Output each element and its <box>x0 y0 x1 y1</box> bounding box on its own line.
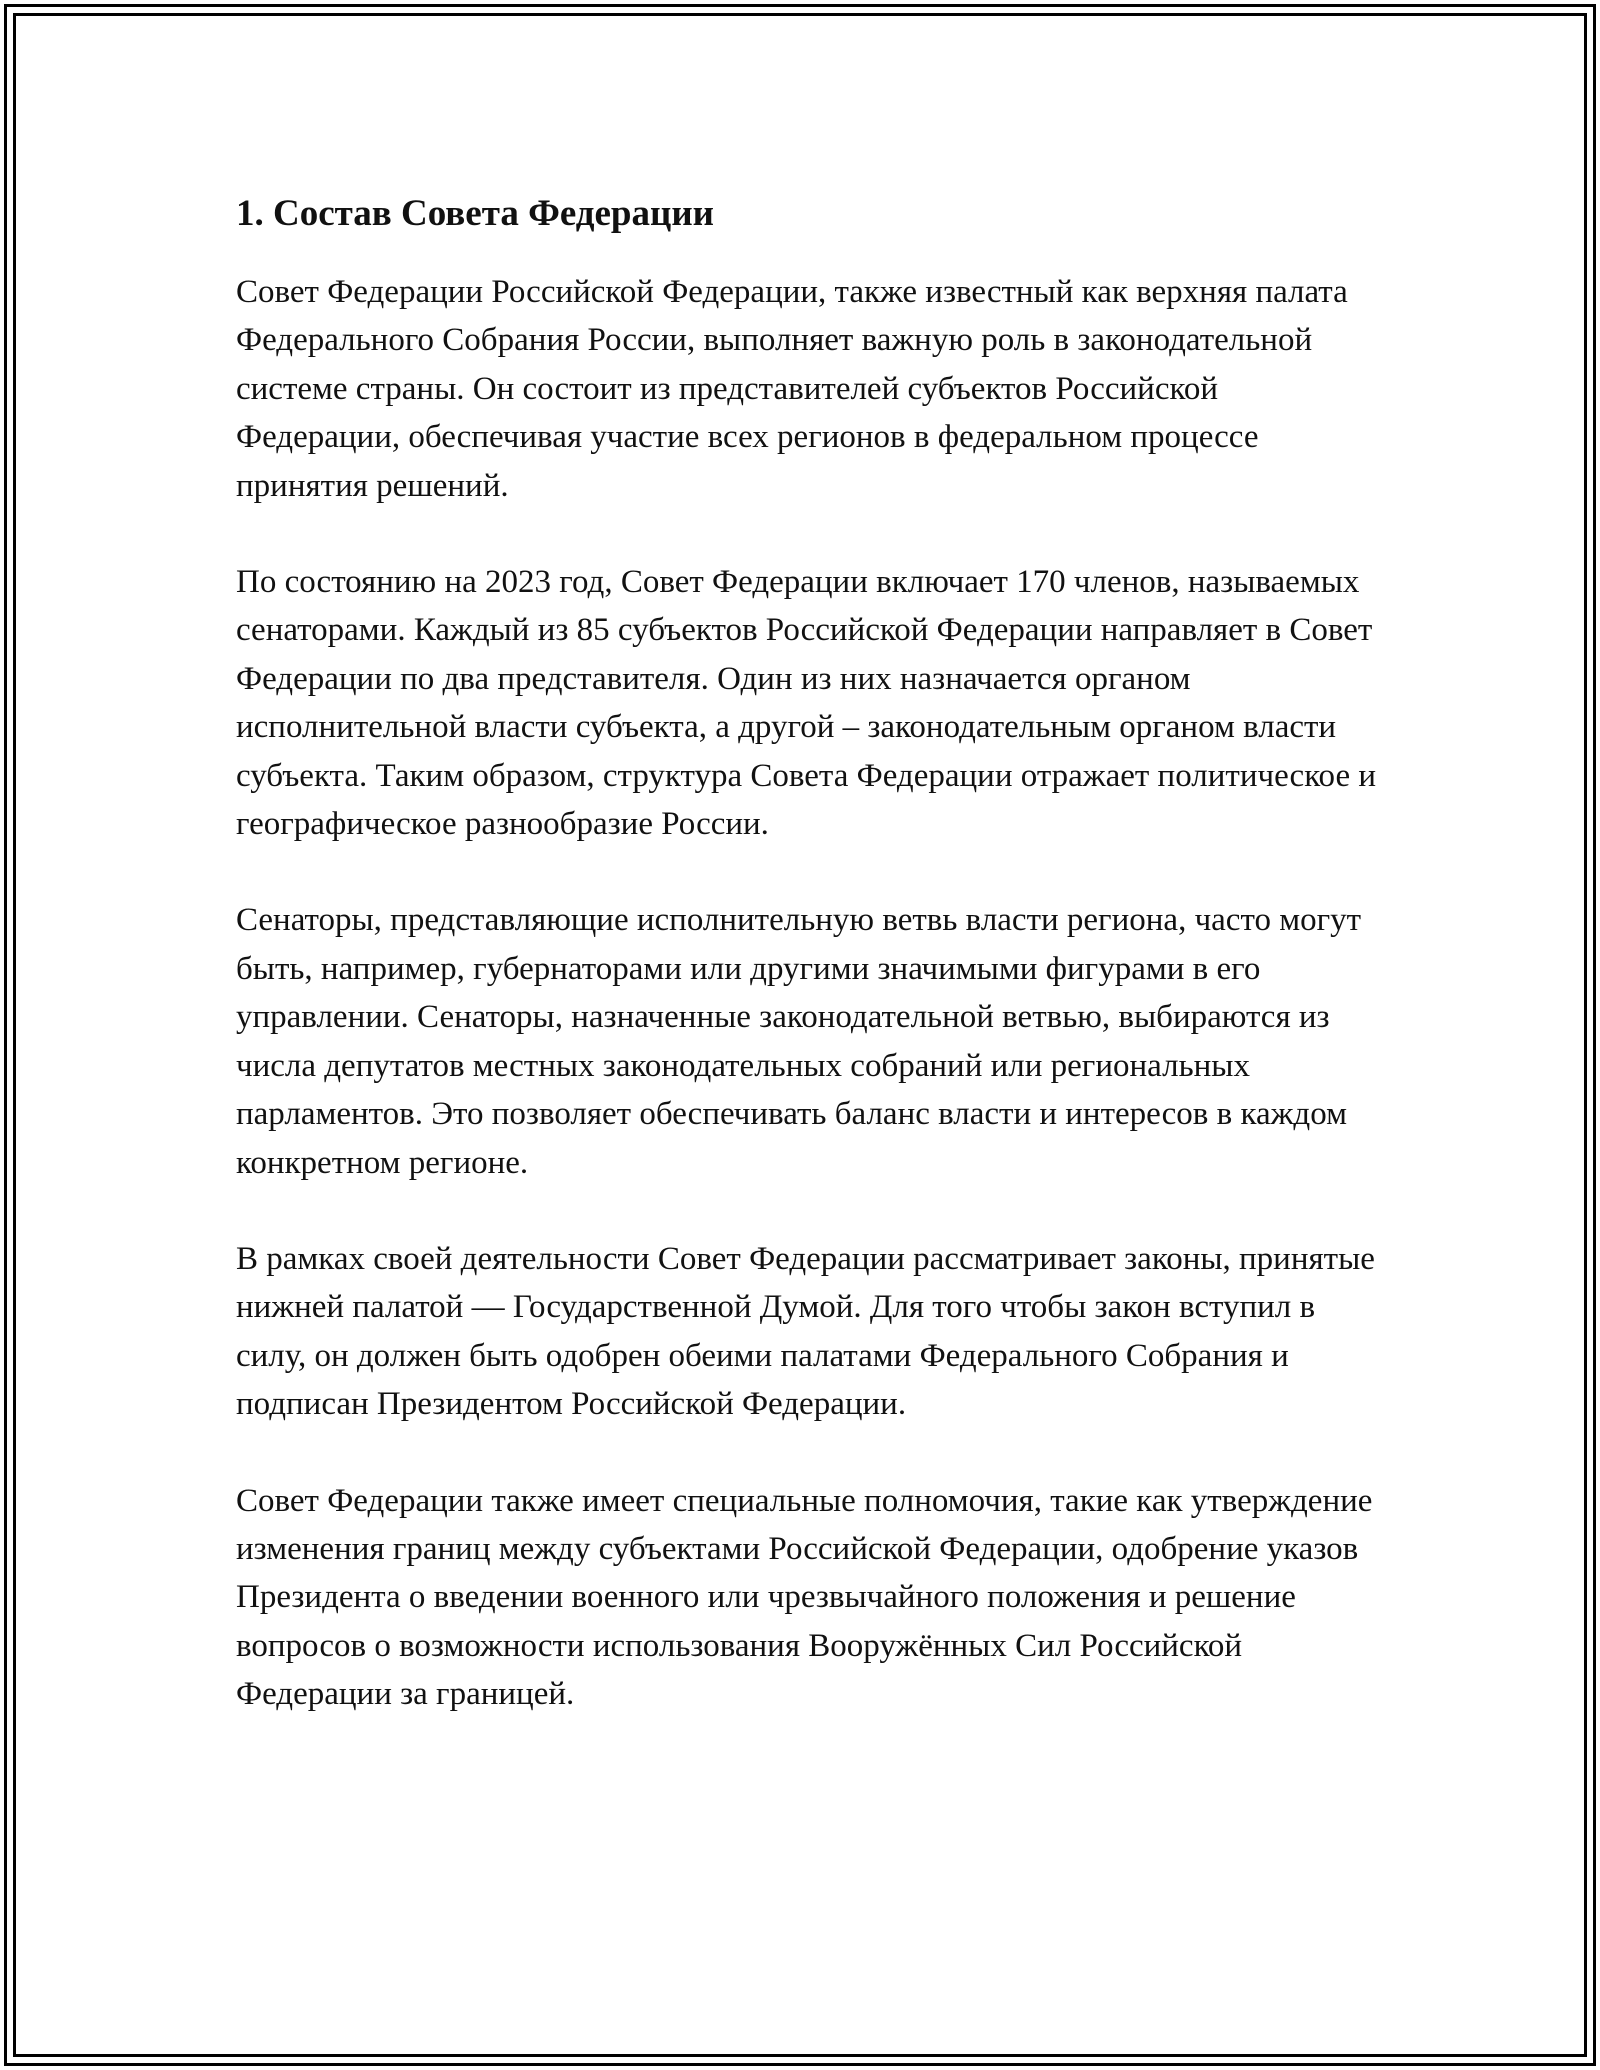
paragraph-senators-count: По состоянию на 2023 год, Совет Федерации включает 170 членов, называемых сенаторами. Каждый из 85 субъектов Российской Федерации направляет в Совет Федерации по два представителя. Один из них назначается органом исполнительной власти субъекта, а другой – законодательным органом власти субъекта. Таким образом, структура Совета Федерации отражает политическое и географическое разнообразие России. <box>236 564 1377 843</box>
section-heading: 1. Состав Совета Федерации <box>236 193 714 234</box>
paragraph-composition: Совет Федерации Российской Федерации, также известный как верхняя палата Федерального Собрания России, выполняет важную роль в законодательной системе страны. Он состоит из представителей субъектов Российской Федерации, обеспечивая участие всех регионов в федеральном процессе принятия решений. <box>236 274 1348 504</box>
paragraph-law-review: В рамках своей деятельности Совет Федерации рассматривает законы, принятые нижней палатой — Государственной Думой. Для того чтобы закон вступил в силу, он должен быть одобрен обеими палатами Федерального Собрания и подписан Президентом Российской Федерации. <box>236 1240 1375 1423</box>
paragraph-senators-roles: Сенаторы, представляющие исполнительную ветвь власти региона, часто могут быть, например, губернаторами или другими значимыми фигурами в его управлении. Сенаторы, назначенные законодательной ветвью, выбираются из числа депутатов местных законодательных собраний или региональных парламентов. Это позволяет обеспечивать баланс власти и интересов в каждом конкретном регионе. <box>236 902 1362 1181</box>
document-body <box>236 186 1376 1767</box>
paragraph-special-powers: Совет Федерации также имеет специальные полномочия, такие как утверждение изменения границ между субъектами Российской Федерации, одобрение указов Президента о введении военного или чрезвычайного положения и решение вопросов о возможности использования Вооружённых Сил Российской Федерации за границей. <box>236 1482 1373 1713</box>
